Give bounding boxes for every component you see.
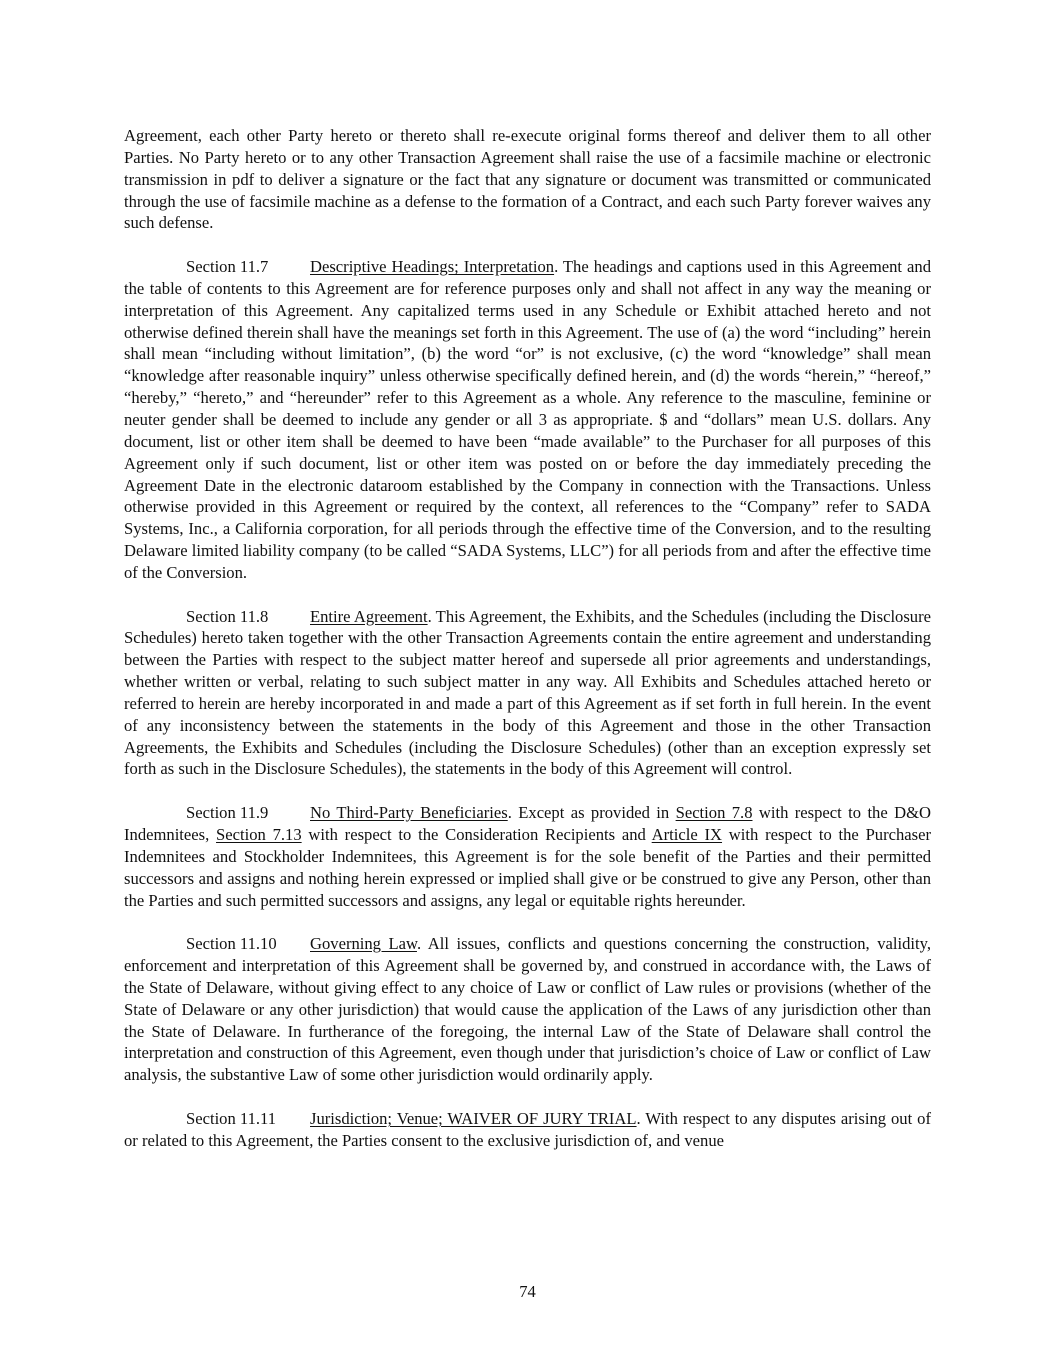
section-11-9 (124, 802, 931, 911)
document-page (124, 125, 931, 1174)
section-number: Section 11.9 (186, 803, 269, 823)
section-11-7 (124, 256, 931, 584)
section-11-8 (124, 606, 931, 781)
section-number: Section 11.7 (186, 257, 269, 277)
section-number: Section 11.8 (186, 606, 269, 626)
page-number: 74 (519, 1282, 536, 1301)
section-body: . With respect to any disputes arising out of or related to this Agreement, the Parties consent to the exclusive jurisdiction of, and venue (124, 1108, 931, 1150)
section-11-10 (124, 933, 931, 1086)
section-body: . All issues, conflicts and questions concerning the construction, validity, enforcement and interpretation of this Agreement shall be governed by, and construed in accordance with, the Laws of the State of Delaware, without giving effect to any choice of Law or conflict of Law rules or provisions (whether of the State of Delaware or any other jurisdiction) that would cause the application of the Laws of any jurisdiction other than the State of Delaware. In furtherance of the foregoing, the internal Law of the State of Delaware shall control the interpretation and construction of this Agreement, even though under that jurisdiction’s choice of Law or conflict of Law analysis, the substantive Law of some other jurisdiction would ordinarily apply. (124, 934, 931, 1085)
section-body: . Except as provided in (507, 803, 676, 823)
section-title: Descriptive Headings; Interpretation (310, 257, 555, 277)
section-body: . This Agreement, the Exhibits, and the Schedules (including the Disclosure Schedules) hereto taken together with the other Transaction Agreements contain the entire agreement and understanding between the Parties with respect to the subject matter hereof and supersede all prior agreements and understandings, whether written or verbal, relating to such subject matter in any way. All Exhibits and Schedules attached hereto or referred to herein are hereby incorporated in and made a part of this Agreement as if set forth in full herein. In the event of any inconsistency between the statements in the body of this Agreement and those in the other Transaction Agreements, the Exhibits and Schedules (including the Disclosure Schedules) (other than an exception expressly set forth as such in the Disclosure Schedules), the statements in the body of this Agreement will control. (124, 606, 931, 779)
section-title: Jurisdiction; Venue; WAIVER OF JURY TRIAL (310, 1108, 637, 1128)
section-title: Entire Agreement (310, 606, 428, 626)
cross-reference-article-ix: Article IX (651, 825, 723, 844)
section-body: with respect to the Purchaser Indemnitees and Stockholder Indemnitees, this Agreement is for the sole benefit of the Parties and their permitted successors and assigns and nothing herein expressed or implied shall give or be construed to give any Person, other than the Parties and such permitted successors and assigns, any legal or equitable rights hereunder. (124, 825, 931, 910)
continuation-paragraph: Agreement, each other Party hereto or thereto shall re-execute original forms thereof and deliver them to all other Parties. No Party hereto or to any other Transaction Agreement shall raise the use of a facsimile machine or electronic transmission in pdf to deliver a signature or the fact that any signature or document was transmitted or communicated through the use of facsimile machine as a defense to the formation of a Contract, and each such Party forever waives any such defense. (124, 126, 931, 233)
section-11-11 (124, 1108, 931, 1152)
section-body: with respect to the Consideration Recipients and (301, 825, 652, 844)
section-number: Section 11.11 (186, 1108, 277, 1128)
cross-reference-section-7-8: Section 7.8 (675, 803, 753, 823)
section-title: No Third-Party Beneficiaries (310, 803, 508, 823)
section-title: Governing Law (310, 934, 417, 954)
section-number: Section 11.10 (186, 934, 277, 954)
section-body: . The headings and captions used in this Agreement and the table of contents to this Agreement are for reference purposes only and shall not affect in any way the meaning or interpretation of this Agreement. Any capitalized terms used in any Schedule or Exhibit attached hereto and not otherwise defined therein shall have the meanings set forth in this Agreement. The use of (a) the word “including” herein shall mean “including without limitation”, (b) the word “or” is not exclusive, (c) the word “knowledge” shall mean “knowledge after reasonable inquiry” unless otherwise specifically defined herein, and (d) the words “herein,” “hereof,” “hereby,” “hereto,” and “hereunder” refer to this Agreement as a whole. Any reference to the masculine, feminine or neuter gender shall be deemed to include any gender or all 3 as appropriate. $ and “dollars” mean U.S. dollars. Any document, list or other item shall be deemed to have been “made available” to the Purchaser for all purposes of this Agreement only if such document, list or other item was posted on or before the day immediately preceding the Agreement Date in the electronic dataroom established by the Company in connection with the Transactions. Unless otherwise provided in this Agreement or required by the context, all references to the “Company” refer to SADA Systems, Inc., a California corporation, for all periods through the effective time of the Conversion, and to the resulting Delaware limited liability company (to be called “SADA Systems, LLC”) for all periods from and after the effective time of the Conversion. (124, 257, 931, 582)
cross-reference-section-7-13: Section 7.13 (216, 825, 302, 844)
section-body: with respect to the D&O Indemnitees, (124, 803, 931, 844)
